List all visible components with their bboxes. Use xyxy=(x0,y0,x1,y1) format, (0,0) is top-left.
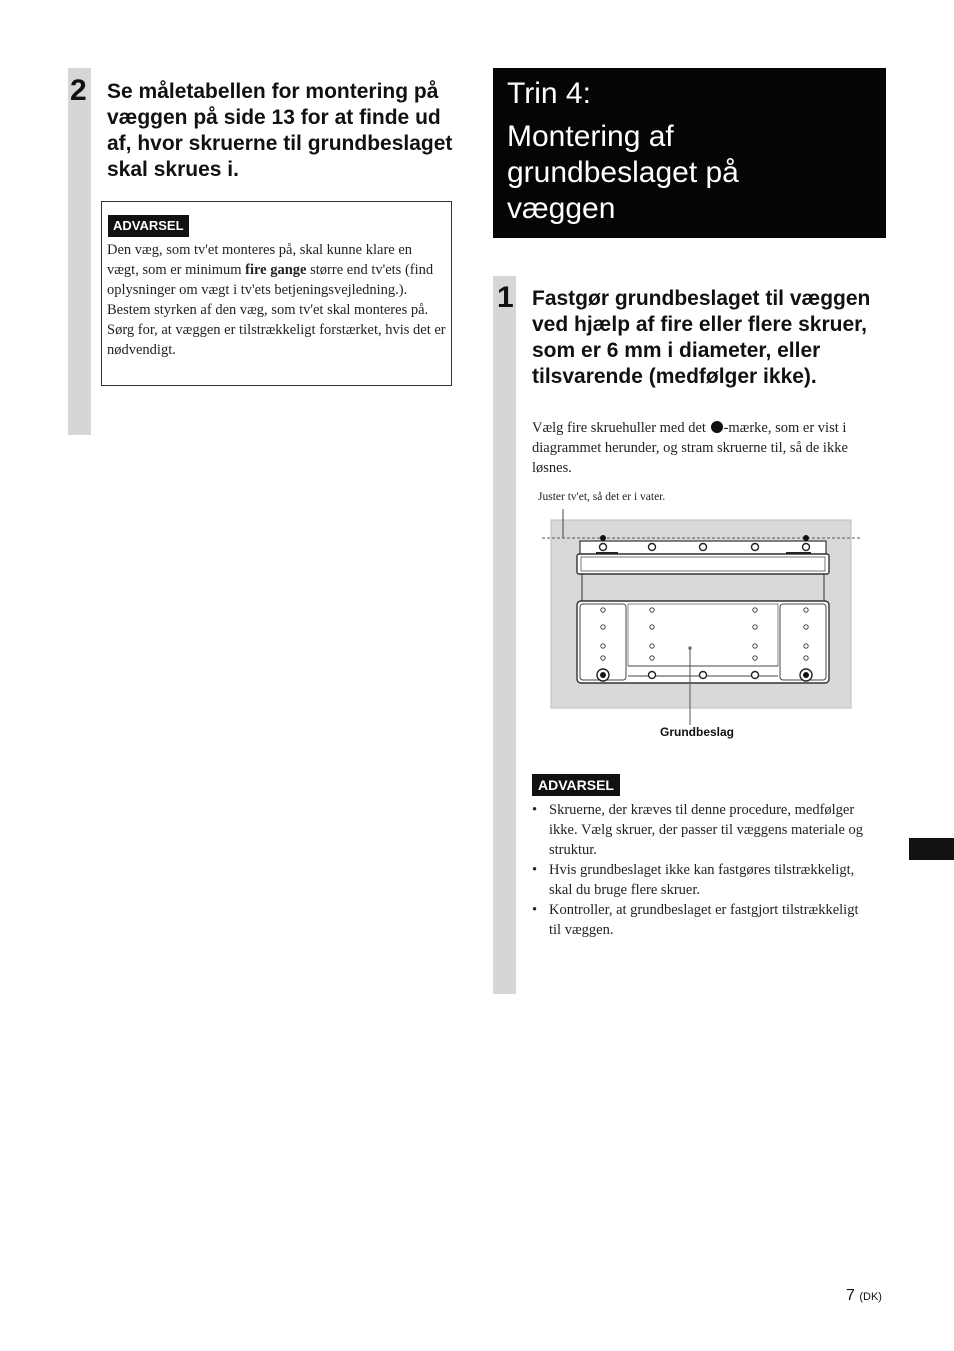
wall-bracket-diagram xyxy=(536,505,866,735)
step-2-number: 2 xyxy=(70,74,87,107)
list-item: • Hvis grundbeslaget ikke kan fastgøres tilstrækkeligt, skal du bruge flere skruer. xyxy=(532,860,872,900)
step-2-warning-box xyxy=(101,201,452,386)
step-1-body-part1: Vælg fire skruehuller med det xyxy=(532,420,710,436)
page-number xyxy=(846,1287,882,1305)
step-1-number: 1 xyxy=(497,281,514,314)
list-item: • Skruerne, der kræves til denne procedure, medfølger ikke. Vælg skruer, der passer til væggens materiale og struktur. xyxy=(532,800,872,860)
step-2-heading: Se måletabellen for montering på væggen på side 13 for at finde ud af, hvor skruerne til grundbeslaget skal skrues i. xyxy=(107,80,453,181)
warning-text-part2: større end tv'ets (find oplysninger om vægt i tv'ets betjeningsvejledning.). xyxy=(107,262,434,298)
page-number-value: 7 xyxy=(846,1287,855,1304)
section-title-box xyxy=(493,68,886,238)
page-number-suffix: (DK) xyxy=(859,1291,882,1303)
warning-badge: ADVARSEL xyxy=(532,774,620,796)
step-1-bar xyxy=(493,276,516,994)
warning-badge: ADVARSEL xyxy=(108,215,189,237)
chapter-edge-tab xyxy=(909,838,954,860)
section-title-line1: Trin 4: xyxy=(507,77,591,110)
step-1-heading: Fastgør grundbeslaget til væggen ved hjælp af fire eller flere skruer, som er 6 mm i diameter, eller tilsvarende (medfølger ikke). xyxy=(532,287,871,388)
step-2-bar xyxy=(68,68,91,435)
diagram-top-caption: Juster tv'et, så det er i vater. xyxy=(538,491,666,503)
step-1-body-part2: -mærke, som er vist i diagrammet herunder, og stram skruerne til, så de ikke løsnes. xyxy=(532,420,848,476)
filled-circle-icon xyxy=(711,421,723,433)
warning-text xyxy=(107,240,447,360)
warning-text-part1: Den væg, som tv'et monteres på, skal kunne klare en vægt, som er minimum xyxy=(107,242,413,278)
diagram-bracket-label: Grundbeslag xyxy=(660,725,735,739)
step-1-warning-list xyxy=(532,800,872,940)
step-1-body xyxy=(532,418,886,478)
warning-text-part3: Bestem styrken af den væg, som tv'et skal monteres på. Sørg for, at væggen er tilstrækkeligt forstærket, hvis det er nødvendigt. xyxy=(107,302,446,358)
list-item: • Kontroller, at grundbeslaget er fastgjort tilstrækkeligt til væggen. xyxy=(532,900,872,940)
section-title-line2: Montering af grundbeslaget på væggen xyxy=(507,120,739,225)
warning-text-bold: fire gange xyxy=(245,262,307,278)
